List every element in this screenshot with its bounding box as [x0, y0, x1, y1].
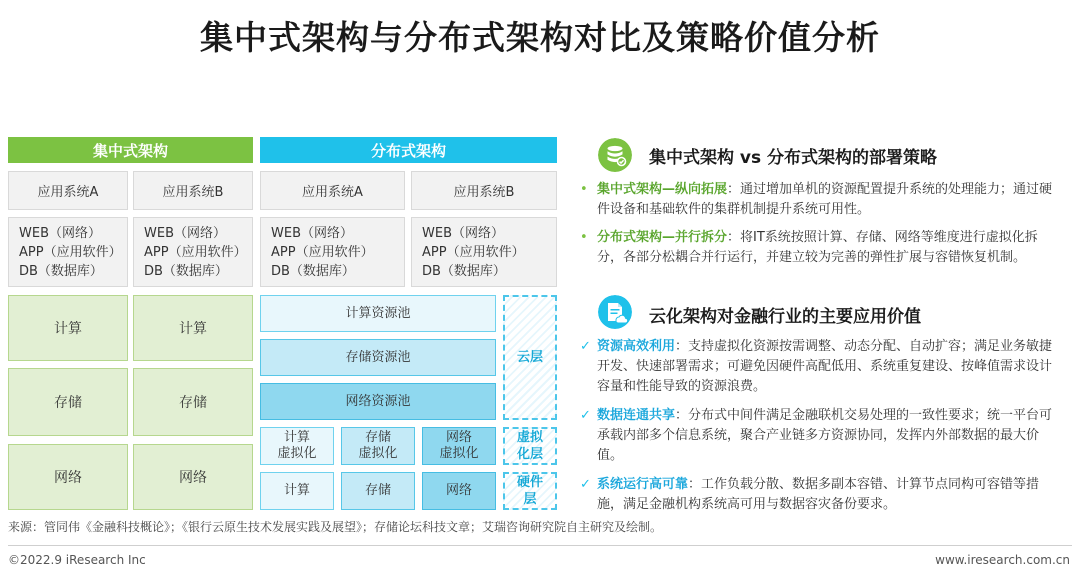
distributed-app-b: 应用系统B	[411, 171, 557, 210]
copyright: ©2022.9 iResearch Inc	[8, 553, 146, 567]
distributed-app-a: 应用系统A	[260, 171, 405, 210]
item-text: ：工作负载分散、数据多副本容错、计算节点同构可容错等措施，满足金融机构系统高可用与数据容灾备份要求。	[597, 477, 1040, 512]
bullet-dot-icon: •	[580, 230, 588, 245]
page-title: 集中式架构与分布式架构对比及策略价值分析	[200, 18, 880, 57]
centralized-app-b: 应用系统B	[133, 171, 253, 210]
centralized-app-a: 应用系统A	[8, 171, 128, 210]
compute-resource-pool: 计算资源池	[260, 295, 496, 332]
cloud-document-icon	[598, 295, 632, 329]
section-2-item-2	[580, 406, 1061, 466]
compute-virtualization: 计算 虚拟化	[260, 427, 334, 465]
centralized-stack-a: WEB（网络） APP（应用软件） DB（数据库）	[8, 217, 128, 287]
distributed-storage: 存储	[341, 472, 415, 510]
centralized-network-a: 网络	[8, 444, 128, 510]
centralized-compute-b: 计算	[133, 295, 253, 361]
distributed-network: 网络	[422, 472, 496, 510]
hardware-layer-label: 硬件 层	[503, 472, 557, 510]
cloud-layer-label: 云层	[503, 295, 557, 420]
checkmark-icon: ✓	[580, 339, 591, 354]
item-keyword: 数据连通共享	[597, 408, 676, 423]
network-virtualization: 网络 虚拟化	[422, 427, 496, 465]
section-1-item-1	[580, 180, 1061, 220]
footer-divider	[8, 545, 1072, 546]
item-text: ：通过增加单机的资源配置提升系统的处理能力；通过硬件设备和基础软件的集群机制提升系统可用性。	[597, 182, 1053, 217]
centralized-header: 集中式架构	[8, 137, 253, 163]
item-keyword: 分布式架构—并行拆分	[597, 230, 728, 245]
section-1-item-2	[580, 228, 1061, 268]
distributed-stack-a: WEB（网络） APP（应用软件） DB（数据库）	[260, 217, 405, 287]
database-icon	[598, 138, 632, 172]
storage-virtualization: 存储 虚拟化	[341, 427, 415, 465]
item-text: ：将IT系统按照计算、存储、网络等维度进行虚拟化拆分，各部分松耦合并行运行，并建立较为完善的弹性扩展与容错恢复机制。	[597, 230, 1038, 265]
network-resource-pool: 网络资源池	[260, 383, 496, 420]
source-note: 来源：管同伟《金融科技概论》；《银行云原生技术发展实践及展望》；存储论坛科技文章；艾瑞咨询研究院自主研究及绘制。	[8, 520, 663, 534]
distributed-stack-b: WEB（网络） APP（应用软件） DB（数据库）	[411, 217, 557, 287]
storage-resource-pool: 存储资源池	[260, 339, 496, 376]
section-2-item-1	[580, 337, 1061, 397]
checkmark-icon: ✓	[580, 408, 591, 423]
item-keyword: 系统运行高可靠	[597, 477, 689, 492]
distributed-compute: 计算	[260, 472, 334, 510]
centralized-storage-b: 存储	[133, 368, 253, 436]
website-link[interactable]: www.iresearch.com.cn	[935, 553, 1070, 567]
section-2-item-3	[580, 475, 1061, 515]
item-text: ：分布式中间件满足金融联机交易处理的一致性要求；统一平台可承载内部多个信息系统，聚合产业链多方资源协同，发挥内外部数据的最大价值。	[597, 408, 1053, 463]
item-keyword: 集中式架构—纵向拓展	[597, 182, 728, 197]
checkmark-icon: ✓	[580, 477, 591, 492]
centralized-network-b: 网络	[133, 444, 253, 510]
centralized-storage-a: 存储	[8, 368, 128, 436]
section-1-title: 集中式架构 vs 分布式架构的部署策略	[649, 148, 938, 168]
item-text: ：支持虚拟化资源按需调整、动态分配、自动扩容；满足业务敏捷开发、快速部署需求；可避免因硬件高配低用、系统重复建设、按峰值需求设计容量和性能导致的资源浪费。	[597, 339, 1053, 394]
item-keyword: 资源高效利用	[597, 339, 676, 354]
centralized-stack-b: WEB（网络） APP（应用软件） DB（数据库）	[133, 217, 253, 287]
distributed-header: 分布式架构	[260, 137, 557, 163]
centralized-compute-a: 计算	[8, 295, 128, 361]
bullet-dot-icon: •	[580, 182, 588, 197]
section-2-title: 云化架构对金融行业的主要应用价值	[649, 307, 921, 327]
virtualization-layer-label: 虚拟 化层	[503, 427, 557, 465]
